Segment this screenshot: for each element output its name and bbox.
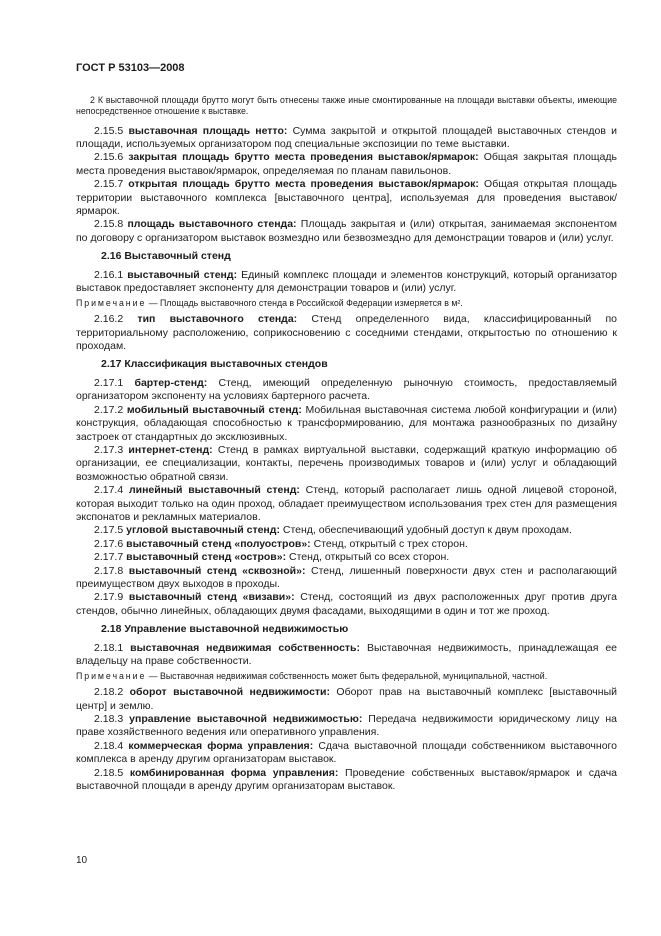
definition-paragraph bbox=[76, 713, 617, 740]
definition-text: Стенд определенного вида, классифицированный по территориальному расположению, соприкосновению с соседними стендами, открытостью по отношению к проходам. bbox=[76, 313, 617, 353]
definition-term: выставочный стенд «полуостров»: bbox=[126, 537, 311, 550]
definition-number: 2.18.1 bbox=[94, 641, 124, 654]
definition-text: Выставочная недвижимость, принадлежащая ее владельцу на праве собственности. bbox=[76, 641, 618, 668]
definition-paragraph bbox=[76, 377, 617, 404]
definition-text: Сдача выставочной площади собственником выставочного комплекса в аренду другим организаторам выставок. bbox=[76, 739, 617, 766]
footnote-paragraph bbox=[76, 95, 617, 117]
definition-text: Сумма закрытой и открытой площадей выставочных стендов и площади, используемых организатором под специальные экспозиции по теме выставки. bbox=[76, 124, 617, 150]
definition-number: 2.15.5 bbox=[94, 124, 124, 137]
definition-term: бартер-стенд: bbox=[134, 376, 208, 389]
definition-text: Стенд, лишенный поверхности двух стен и располагающий преимуществом двух выходов в проходы. bbox=[76, 564, 617, 590]
definition-number: 2.17.7 bbox=[94, 551, 124, 564]
definition-number: 2.17.2 bbox=[94, 403, 124, 416]
definition-number: 2.18.4 bbox=[94, 739, 124, 752]
footnote-text: 2 К выставочной площади брутто могут быть отнесены также иные смонтированные на площади выставки объекты, имеющие непосредственное отношение к выставке. bbox=[76, 95, 617, 116]
definition-number: 2.15.6 bbox=[94, 151, 124, 164]
definition-term: линейный выставочный стенд: bbox=[128, 484, 300, 497]
definition-paragraph bbox=[76, 686, 617, 713]
definition-text: Передача недвижимости юридическому лицу на праве хозяйственного ведения или оперативного управления. bbox=[76, 713, 618, 739]
note-text: — Выставочная недвижимая собственность может быть федеральной, муниципальной, частной. bbox=[148, 671, 548, 682]
definition-text: Оборот прав на выставочный комплекс [выставочный центр] и землю. bbox=[76, 686, 617, 712]
definition-text: Стенд, открытый с трех сторон. bbox=[313, 537, 468, 550]
definition-paragraph bbox=[76, 125, 617, 152]
definition-number: 2.15.8 bbox=[94, 218, 124, 231]
definition-number: 2.17.5 bbox=[94, 524, 124, 537]
definition-number: 2.17.1 bbox=[94, 376, 124, 389]
definition-paragraph bbox=[76, 565, 617, 592]
definition-term: выставочный стенд «остров»: bbox=[126, 551, 287, 564]
definition-text: Общая закрытая площадь места проведения выставок/ярмарок, определяемая по планам павильонов. bbox=[76, 151, 617, 177]
definition-number: 2.18.3 bbox=[94, 713, 124, 726]
definition-paragraph bbox=[76, 218, 617, 245]
definition-term: управление выставочной недвижимостью: bbox=[129, 713, 363, 726]
definition-paragraph bbox=[76, 591, 617, 618]
definition-term: угловой выставочный стенд: bbox=[126, 524, 280, 537]
section-heading bbox=[76, 623, 617, 636]
definition-term: коммерческая форма управления: bbox=[128, 739, 314, 752]
definition-number: 2.17.6 bbox=[94, 537, 124, 550]
definition-number: 2.18.2 bbox=[94, 686, 124, 699]
note-paragraph bbox=[76, 298, 617, 309]
definition-paragraph bbox=[76, 767, 617, 794]
definition-paragraph bbox=[76, 524, 617, 537]
definition-text: Проведение собственных выставок/ярмарок и сдача выставочной площади в аренду другим организаторам выставок. bbox=[76, 766, 618, 793]
definition-paragraph bbox=[76, 313, 617, 353]
definition-number: 2.17.3 bbox=[94, 443, 124, 456]
definition-term: выставочная недвижимая собственность: bbox=[130, 641, 360, 654]
definition-text: Стенд, который располагает лишь одной лицевой стороной, которая выходит только на один проход, обладает преимуществом использования трех стен для размещения экспонатов и рекламных материалов. bbox=[76, 484, 617, 523]
definition-term: выставочная площадь нетто: bbox=[128, 124, 288, 137]
definition-term: выставочный стенд «визави»: bbox=[128, 591, 295, 604]
definition-text: Стенд, обеспечивающий удобный доступ к двум проходам. bbox=[282, 524, 572, 537]
definition-number: 2.15.7 bbox=[94, 178, 124, 191]
definition-paragraph bbox=[76, 404, 617, 444]
definition-term: интернет-стенд: bbox=[128, 443, 213, 456]
definition-number: 2.16.2 bbox=[94, 313, 124, 326]
note-paragraph bbox=[76, 671, 617, 682]
definition-term: оборот выставочной недвижимости: bbox=[129, 686, 330, 699]
definition-term: закрытая площадь брутто места проведения выставок/ярмарок: bbox=[128, 151, 479, 164]
note-label: Примечание bbox=[76, 298, 147, 309]
definition-term: комбинированная форма управления: bbox=[129, 766, 339, 779]
definition-term: открытая площадь брутто места проведения выставок/ярмарок: bbox=[128, 178, 479, 191]
document-content bbox=[76, 95, 617, 793]
definition-text: Стенд, состоящий из двух расположенных друг против друга стендов, обычно линейных, обладающих двумя фасадами, выходящими в один и тот же проход. bbox=[76, 591, 617, 617]
section-heading-text: 2.18 Управление выставочной недвижимостью bbox=[101, 623, 349, 636]
definition-number: 2.17.8 bbox=[94, 564, 124, 577]
section-heading-text: 2.16 Выставочный стенд bbox=[101, 250, 231, 263]
note-text: — Площадь выставочного стенда в Российской Федерации измеряется в м². bbox=[148, 298, 463, 309]
definition-term: выставочный стенд: bbox=[127, 268, 238, 281]
definition-number: 2.17.4 bbox=[94, 484, 124, 497]
definition-number: 2.16.1 bbox=[94, 268, 124, 281]
definition-term: площадь выставочного стенда: bbox=[127, 218, 297, 231]
definition-text: Мобильная выставочная система любой конфигурации и (или) конструкция, обладающая способностью к трансформированию, для монтажа разнообразных по дизайну застроек от стандартных до эксклюзивных. bbox=[76, 403, 618, 443]
definition-paragraph bbox=[76, 151, 617, 178]
section-heading bbox=[76, 358, 617, 371]
definition-text: Стенд, имеющий определенную рыночную стоимость, предоставляемый организатором экспоненту на условиях бартерного расчета. bbox=[76, 376, 617, 403]
definition-text: Общая открытая площадь территории выставочного комплекса [выставочного центра], используемая для проведения выставок/ярмарок. bbox=[76, 178, 618, 218]
definition-text: Стенд, открытый со всех сторон. bbox=[289, 551, 450, 564]
section-heading-text: 2.17 Классификация выставочных стендов bbox=[101, 358, 328, 371]
definition-paragraph bbox=[76, 642, 617, 669]
definition-number: 2.17.9 bbox=[94, 591, 124, 604]
document-header: ГОСТ Р 53103—2008 bbox=[76, 62, 185, 74]
page-number: 10 bbox=[76, 855, 88, 866]
definition-paragraph bbox=[76, 551, 617, 564]
definition-number: 2.18.5 bbox=[94, 766, 124, 779]
definition-paragraph bbox=[76, 484, 617, 524]
definition-paragraph bbox=[76, 538, 617, 551]
definition-text: Площадь закрытая и (или) открытая, занимаемая экспонентом по договору с организатором выставок возмездно или безвозмездно для демонстрации товаров и (или) услуг. bbox=[76, 218, 618, 244]
definition-paragraph bbox=[76, 269, 617, 296]
note-label: Примечание bbox=[76, 671, 147, 682]
definition-term: выставочный стенд «сквозной»: bbox=[128, 564, 306, 577]
definition-text: Единый комплекс площади и элементов конструкций, который организатор выставок предоставляет экспоненту для демонстрации товаров и (или) услуг. bbox=[76, 268, 617, 295]
definition-paragraph bbox=[76, 444, 617, 484]
definition-text: Стенд в рамках виртуальной выставки, содержащий краткую информацию об организации, ее специализации, контакты, перечень производимых товаров и (или) услуг и обладающий возможностью обратной связи. bbox=[76, 443, 618, 483]
definition-term: тип выставочного стенда: bbox=[137, 313, 298, 326]
definition-term: мобильный выставочный стенд: bbox=[126, 403, 302, 416]
definition-paragraph bbox=[76, 178, 617, 218]
section-heading bbox=[76, 250, 617, 263]
definition-paragraph bbox=[76, 740, 617, 767]
